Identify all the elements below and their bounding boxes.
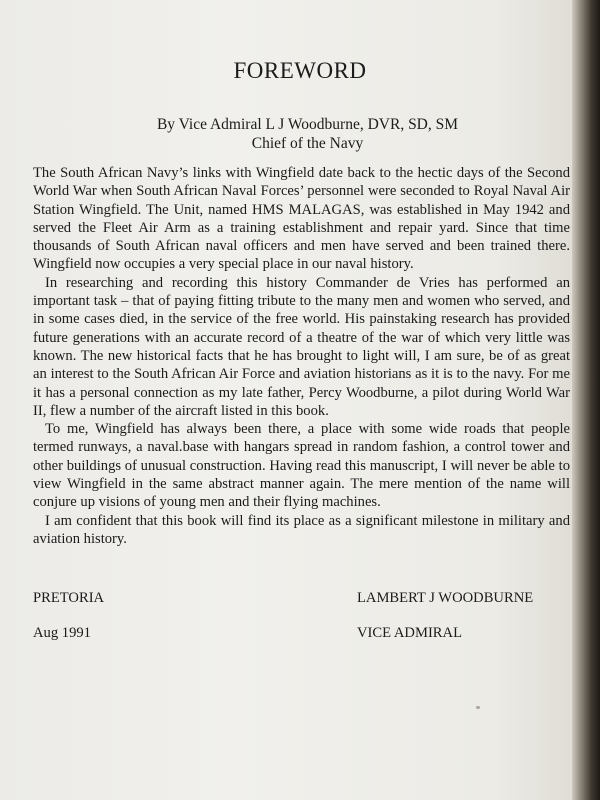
paragraph-4: I am confident that this book will find its place as a significant milestone in military and aviation history. (33, 512, 570, 547)
paragraph-2: In researching and recording this history Commander de Vries has performed an important task – that of paying fitting tribute to the many men and women who served, and in some cases died, in the service of the free world. His painstaking research has provided future generations with an accurate record of a theatre of the war of which very little was known. The new historical facts that he has brought to light will, I am sure, be of as great an interest to the South African Air Force and aviation historians as it is to the navy. For me it has a personal connection as my late father, Percy Woodburne, a pilot during World War II, flew a number of the aircraft listed in this book. (33, 274, 570, 419)
signature-name: LAMBERT J WOODBURNE (357, 590, 534, 606)
book-spine-edge (572, 0, 600, 800)
paragraph-1: The South African Navy’s links with Wingfield date back to the hectic days of the Second World War when South African Naval Forces’ personnel were seconded to Royal Naval Air Station Wingfield. The Unit, named HMS MALAGAS, was established in May 1942 and served the Fleet Air Arm as a training establishment and repair yard. Since that time thousands of South African naval officers and men have served and been trained there. Wingfield now occupies a very special place in our naval history. (33, 165, 570, 273)
signature-date: Aug 1991 (33, 625, 91, 641)
signature-rank: VICE ADMIRAL (357, 625, 462, 641)
byline-position: Chief of the Navy (251, 135, 364, 152)
page-title: FOREWORD (233, 58, 367, 83)
byline-author: By Vice Admiral L J Woodburne, DVR, SD, SM (156, 116, 459, 133)
byline (0, 115, 580, 153)
signature-place: PRETORIA (33, 590, 105, 606)
paper-speck (476, 706, 480, 709)
foreword-body (33, 164, 570, 548)
paragraph-3: To me, Wingfield has always been there, a place with some wide roads that people termed runways, a naval.base with hangars spread in random fashion, a control tower and other buildings of unusual construction. Having read this manuscript, I will never be able to view Wingfield in the same abstract manner again. The mere mention of the name will conjure up visions of young men and their flying machines. (33, 421, 570, 511)
